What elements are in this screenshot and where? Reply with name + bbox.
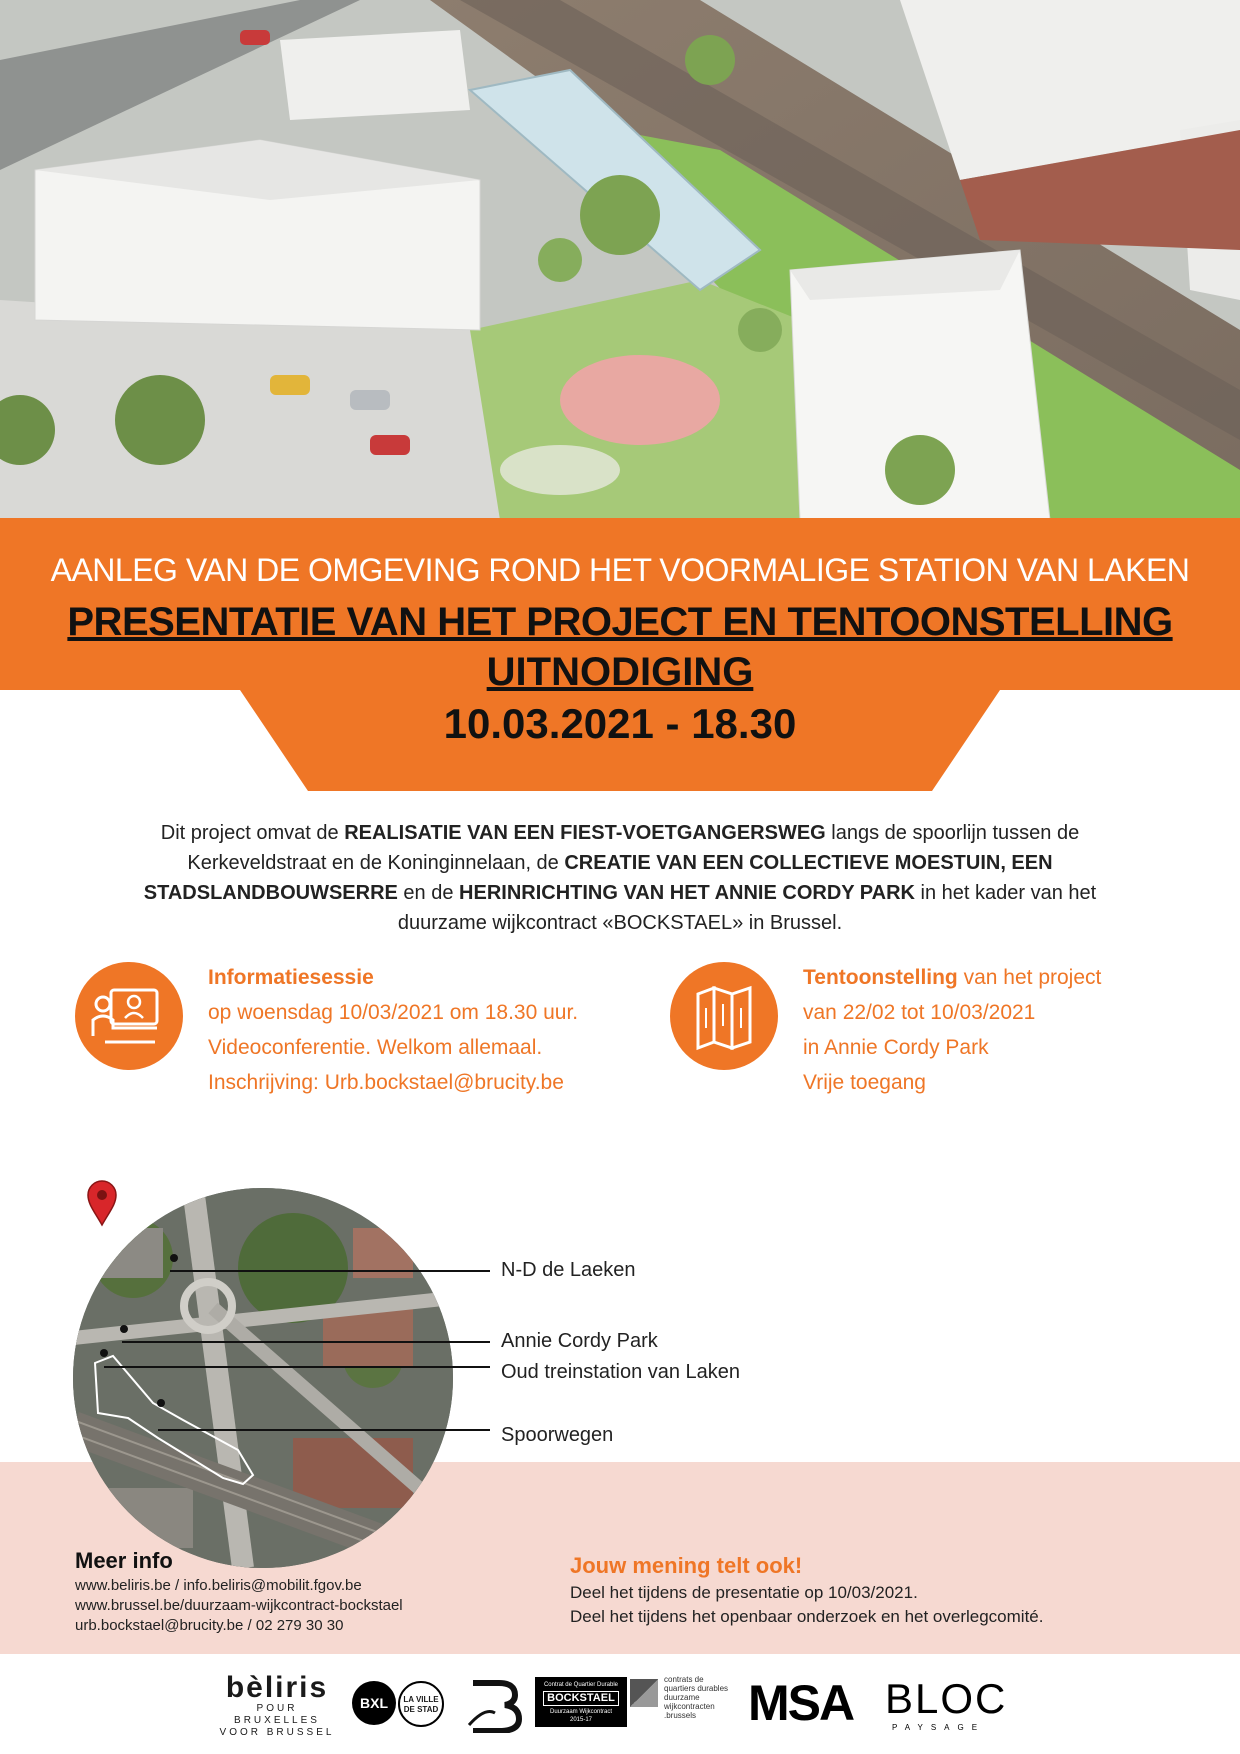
bockstael-contract-logo bbox=[535, 1677, 627, 1727]
map-label-annie-cordy-park: Annie Cordy Park bbox=[501, 1330, 658, 1352]
banner-title: PRESENTATIE VAN HET PROJECT EN TENTOONSTELLING bbox=[67, 600, 1173, 644]
intro-bold-2: CREATIE VAN EEN COLLECTIEVE MOESTUIN, EEN STADSLANDBOUWSERRE bbox=[143, 852, 1053, 904]
cqd-logo-text bbox=[664, 1675, 728, 1720]
banner-invitation: UITNODIGING bbox=[486, 650, 754, 694]
exhibition-title-row bbox=[803, 960, 1101, 995]
cqd-mark-icon bbox=[630, 1679, 658, 1707]
videoconference-icon bbox=[75, 962, 183, 1070]
banner-subtitle: AANLEG VAN DE OMGEVING ROND HET VOORMALIGE STATION VAN LAKEN bbox=[50, 552, 1190, 588]
exhibition-title: Tentoonstelling bbox=[803, 966, 958, 989]
beliris-sub-1: POUR BRUXELLES bbox=[234, 1703, 320, 1726]
intro-bold-3: HERINRICHTING VAN HET ANNIE CORDY PARK bbox=[459, 882, 915, 904]
ville-stad-logo bbox=[398, 1681, 444, 1727]
folding-panels-icon bbox=[670, 962, 778, 1070]
location-map bbox=[73, 1188, 453, 1568]
exhibition-access: Vrije toegang bbox=[803, 1071, 926, 1094]
intro-text-2: langs de spoorlijn tussen de Kerkeveldstraat en de Koninginnelaan, de bbox=[187, 822, 1080, 874]
intro-bold-1: REALISATIE VAN EEN FIEST-VOETGANGERSWEG bbox=[344, 822, 826, 844]
exhibition-location: in Annie Cordy Park bbox=[803, 1036, 989, 1059]
exhibition-title-suffix: van het project bbox=[957, 966, 1102, 989]
beliris-sub-2: VOOR BRUSSEL bbox=[219, 1727, 335, 1738]
bockstael-name: BOCKSTAEL bbox=[543, 1691, 619, 1706]
hero-aerial-render bbox=[0, 0, 1240, 520]
map-label-nd-laeken: N-D de Laeken bbox=[501, 1259, 636, 1281]
leader-line-nd-laeken bbox=[170, 1270, 490, 1272]
meer-info-line-2[interactable]: www.brussel.be/duurzaam-wijkcontract-bockstael bbox=[75, 1597, 403, 1614]
beliris-wordmark: bèliris bbox=[225, 1671, 329, 1704]
intro-paragraph bbox=[105, 818, 1135, 938]
meer-info-title: Meer info bbox=[75, 1548, 173, 1573]
intro-text-3: en de bbox=[397, 882, 460, 904]
cqd-line-3: duurzame bbox=[664, 1693, 700, 1702]
session-title: Informatiesessie bbox=[208, 966, 374, 989]
session-date: op woensdag 10/03/2021 om 18.30 uur. bbox=[208, 1001, 579, 1024]
bockstael-top: Contrat de Quartier Durable bbox=[543, 1682, 619, 1688]
aerial-render-illustration bbox=[0, 0, 1240, 520]
msa-logo: MSA bbox=[748, 1675, 854, 1731]
paysage-label: PAYSAGE bbox=[892, 1723, 986, 1732]
bockstael-sub: Duurzaam Wijkcontract bbox=[549, 1709, 612, 1715]
session-info bbox=[208, 960, 578, 1100]
cqd-line-2: quartiers durables bbox=[664, 1684, 729, 1693]
location-pin-icon bbox=[84, 1177, 120, 1227]
leader-line-station bbox=[104, 1366, 490, 1368]
intro-text-4: in het kader van het duurzame wijkcontract «BOCKSTAEL» in Brussel. bbox=[397, 882, 1097, 934]
title-banner bbox=[0, 518, 1240, 791]
registration-label: Inschrijving: bbox=[208, 1071, 325, 1094]
exhibition-info bbox=[803, 960, 1101, 1100]
ville-stad-line-1: LA VILLE bbox=[403, 1695, 439, 1704]
registration-email-link[interactable]: Urb.bockstael@brucity.be bbox=[324, 1071, 564, 1094]
cqd-line-4: wijkcontracten bbox=[664, 1702, 715, 1711]
bockstael-years: 2015-17 bbox=[569, 1717, 593, 1723]
leader-line-annie-cordy bbox=[122, 1341, 490, 1343]
bockstael-b-icon bbox=[465, 1677, 525, 1733]
meer-info-line-3[interactable]: urb.bockstael@brucity.be / 02 279 30 30 bbox=[75, 1617, 344, 1634]
mening-line-2: Deel het tijdens het openbaar onderzoek en het overlegcomité. bbox=[570, 1607, 1044, 1626]
cqd-line-5: .brussels bbox=[664, 1711, 697, 1720]
meer-info-line-1[interactable]: www.beliris.be / info.beliris@mobilit.fgov.be bbox=[75, 1577, 362, 1594]
session-registration bbox=[208, 1065, 578, 1100]
beliris-logo bbox=[212, 1673, 342, 1739]
session-format: Videoconferentie. Welkom allemaal. bbox=[208, 1036, 543, 1059]
mening-line-1: Deel het tijdens de presentatie op 10/03/2021. bbox=[570, 1583, 918, 1602]
cqd-line-1: contrats de bbox=[664, 1675, 704, 1684]
partner-logos bbox=[0, 1665, 1240, 1754]
banner-date: 10.03.2021 - 18.30 bbox=[443, 700, 797, 747]
exhibition-dates: van 22/02 tot 10/03/2021 bbox=[803, 1001, 1036, 1024]
bloc-logo: BLOC bbox=[885, 1675, 1008, 1722]
map-label-railways: Spoorwegen bbox=[501, 1424, 614, 1446]
ville-stad-line-2: DE STAD bbox=[403, 1705, 439, 1714]
intro-text-1: Dit project omvat de bbox=[160, 822, 345, 844]
bxl-logo: BXL bbox=[352, 1681, 396, 1725]
map-label-old-station: Oud treinstation van Laken bbox=[501, 1361, 741, 1383]
mening-title: Jouw mening telt ook! bbox=[570, 1553, 803, 1578]
leader-line-rails bbox=[158, 1429, 490, 1431]
satellite-map-illustration bbox=[73, 1188, 453, 1568]
